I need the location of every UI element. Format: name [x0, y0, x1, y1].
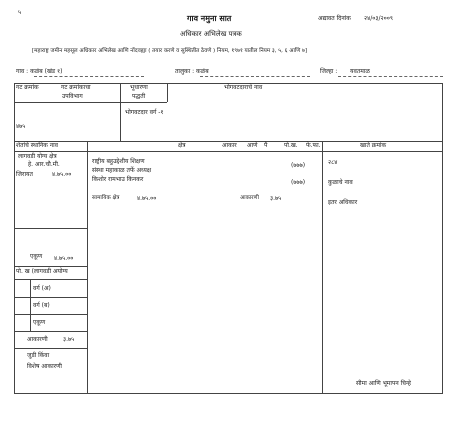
khata-no-header: खाते क्रमांक: [360, 142, 387, 149]
occupant-line-3: किशोर रामभाउ किनकर: [92, 176, 144, 183]
uncultivable-label: पो. ख (लागवडी अयोग्य: [16, 268, 68, 275]
occupant-header: भोगवटदाराचे नाव: [224, 84, 263, 91]
boundary-marks-label: सीमा आणि भूमापन चिन्हे: [356, 380, 411, 387]
district-underline: [338, 76, 443, 77]
left-row-line: [14, 348, 87, 349]
left-row-line: [14, 331, 87, 332]
judi-label: जुडी किंवा: [27, 352, 50, 359]
top-divider-occupant: [167, 83, 168, 102]
table-bottom-border: [14, 393, 443, 394]
updated-date-label: अद्यावत दिनांक: [318, 15, 351, 22]
fer-far-header: फे.फा.: [306, 142, 321, 149]
left-row-line: [14, 266, 87, 267]
area-header: क्षेत्र: [178, 142, 186, 149]
total-value: ४.७५.००: [54, 255, 74, 262]
cultivable-area-units: हे. आर.चौ.मी.: [28, 161, 60, 168]
jirayat-label: जिरायत: [16, 171, 33, 178]
total2-label: एकूण: [33, 319, 46, 326]
middle-assessment-label: आकारणी: [240, 195, 259, 201]
other-rights-label: इतर अधिकार: [328, 199, 358, 206]
form-title: गाव नमुना सात: [187, 14, 232, 23]
village-label: गाव : कळंब (खंड १): [16, 68, 63, 75]
rules-line: [महाराष्ट्र जमीन महसूल अधिकार अभिलेख आणि नोंदवह्या ( तयार करणे व सुस्थितीत ठेवणे ) नियम, १९७१ यातील नियम ३, ५, ६ आणि ७]: [32, 48, 308, 54]
left-inner-divider: [30, 279, 31, 331]
right-col-divider: [322, 141, 323, 393]
jirayat-value: ४.७५.००: [52, 171, 72, 178]
shared-area-value: ४.७५.००: [137, 195, 157, 202]
ane-header: आणे: [247, 142, 258, 149]
corner-mark: ५: [18, 9, 22, 16]
gat-no-value: ४७५: [16, 123, 26, 130]
cultivable-area-label: लागवडी योग्य क्षेत्र: [18, 153, 57, 160]
occupant-class: भोगवटदार वर्ग -१: [125, 109, 164, 116]
table-right-border: [442, 83, 443, 393]
form-subtitle: अधिकार अभिलेख पत्रक: [180, 30, 242, 38]
district-value: यवतमाळ: [350, 68, 370, 75]
top-subrow-line: [14, 102, 167, 103]
local-name-header: शेतांचे स्थानिक नाव: [16, 142, 58, 149]
tenant-name-label: कुळाचे नाव: [328, 179, 353, 186]
occupant-line-1: राष्ट्रीय बहुउद्देशीय शिक्षण: [92, 158, 145, 165]
top-divider-tenure: [120, 83, 121, 141]
district-label: जिल्हा :: [320, 68, 338, 75]
pot-kharaba-header: पो.ख.: [284, 142, 298, 149]
left-col-divider: [87, 141, 88, 393]
header-row-bottom: [14, 151, 443, 152]
taluka-underline: [200, 76, 310, 77]
subdivision-header-1: गट क्रमांकाचा: [61, 84, 91, 91]
khata-no-value: २८४: [328, 159, 338, 166]
left-row-line: [14, 297, 87, 298]
updated-date: २४/०३/२००९: [364, 15, 394, 22]
special-assessment-label: विशेष आकारणी: [27, 363, 62, 370]
pai-header: पै: [264, 142, 268, 149]
class-b-label: वर्ग (ब): [33, 302, 50, 309]
assessment-value: ३.७५: [63, 336, 75, 343]
tenure-header-1: भूधारणा: [130, 84, 148, 91]
occupant-line-1-no: (७७७): [291, 162, 306, 169]
tenure-header-2: पद्धती: [132, 93, 146, 100]
gat-no-header: गट क्रमांक: [16, 84, 39, 91]
table-left-border: [14, 83, 15, 393]
village-underline: [34, 76, 144, 77]
total-label: एकूण: [30, 253, 43, 260]
assessment-header: आकार: [222, 142, 237, 149]
left-row-line: [14, 279, 87, 280]
occupant-line-3-no: (७७७): [291, 179, 306, 186]
taluka-label: तालुका : कळंब: [175, 68, 209, 75]
left-row-line: [14, 314, 87, 315]
subdivision-header-2: उपविभाग: [62, 93, 83, 100]
left-row-line: [14, 228, 87, 229]
assessment-label: आकारणी: [27, 336, 48, 343]
middle-assessment-value: ३.७५: [270, 195, 282, 202]
shared-area-label: सामायिक क्षेत्र: [92, 195, 120, 201]
occupant-line-2: संस्था महाकाळ तर्फे अध्यक्ष: [92, 167, 152, 174]
class-a-label: वर्ग (अ): [33, 285, 51, 292]
